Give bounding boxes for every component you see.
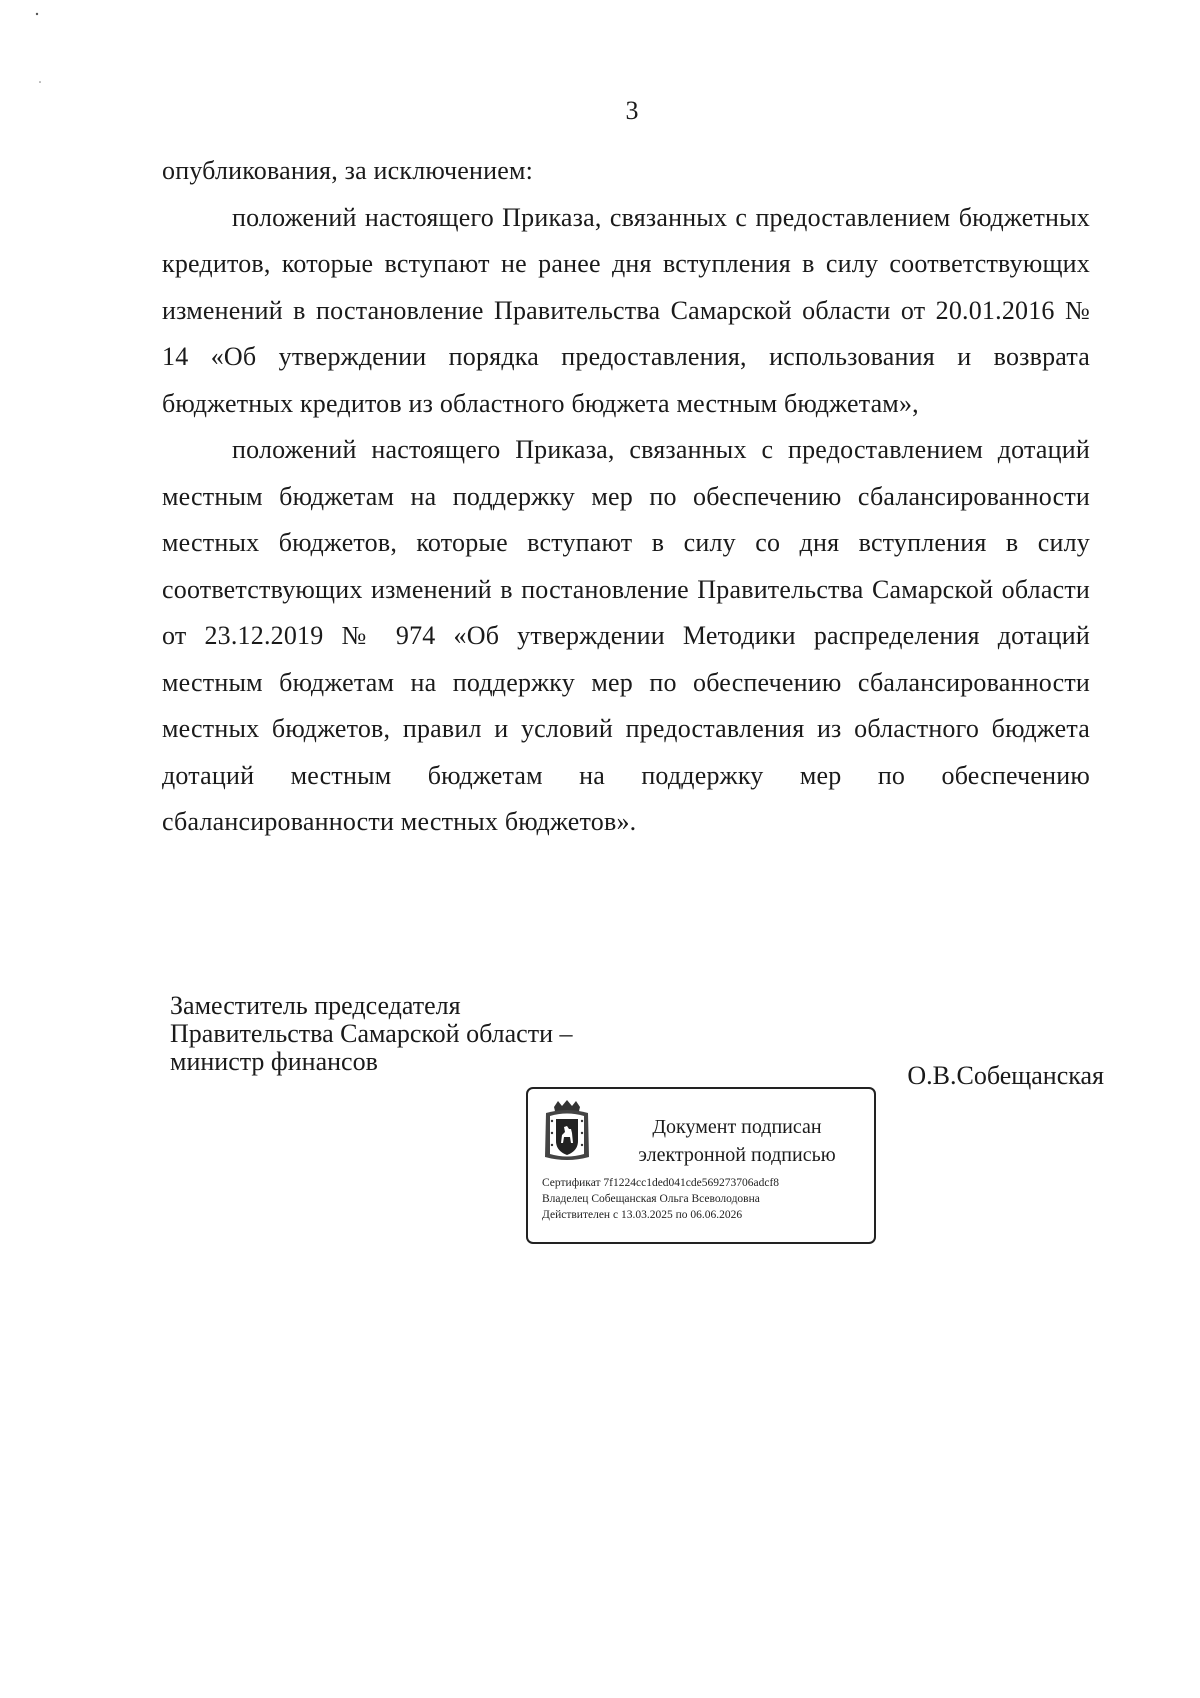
stamp-certificate: Сертификат 7f1224cc1ded041cde569273706adcf8 xyxy=(542,1177,780,1189)
stamp-title-line: электронной подписью xyxy=(638,1144,836,1166)
document-body xyxy=(162,148,1090,846)
coat-of-arms-icon xyxy=(542,1099,592,1163)
signer-position xyxy=(170,992,573,1076)
signer-name: О.В.Собещанская xyxy=(907,1061,1104,1090)
paragraph-intro: опубликования, за исключением: xyxy=(162,156,534,185)
stamp-details xyxy=(542,1175,779,1223)
stamp-validity: Действителен с 13.03.2025 по 06.06.2026 xyxy=(542,1209,743,1221)
signer-position-line: Заместитель председателя xyxy=(170,991,461,1020)
paragraph-subsidies: положений настоящего Приказа, связанных с предоставлением дотаций местным бюджетам на поддержку мер по обеспечению сбалансированности местных бюджетов, которые вступают в силу со дня вступления в силу соответствующих изменений в постановление Правительства Самарской области от 23.12.2019 № 974 «Об утверждении Методики распределения дотаций местным бюджетам на поддержку мер по обеспечению сбалансированности местных бюджетов, правил и условий предоставления из областного бюджета дотаций местным бюджетам на поддержку мер по обеспечению сбалансированности местных бюджетов». xyxy=(162,435,1090,836)
scan-specks xyxy=(0,0,60,90)
stamp-owner: Владелец Собещанская Ольга Всеволодовна xyxy=(542,1193,760,1205)
electronic-signature-stamp xyxy=(526,1087,876,1244)
signer-position-line: Правительства Самарской области – xyxy=(170,1019,573,1048)
stamp-title-line: Документ подписан xyxy=(652,1116,822,1138)
page-number: 3 xyxy=(625,96,639,125)
signer-position-line: министр финансов xyxy=(170,1047,378,1076)
paragraph-budget-credits: положений настоящего Приказа, связанных с предоставлением бюджетных кредитов, которые вступают не ранее дня вступления в силу соответствующих изменений в постановление Правительства Самарской области от 20.01.2016 № 14 «Об утверждении порядка предоставления, использования и возврата бюджетных кредитов из областного бюджета местным бюджетам», xyxy=(162,202,1090,418)
stamp-title xyxy=(602,1113,872,1169)
